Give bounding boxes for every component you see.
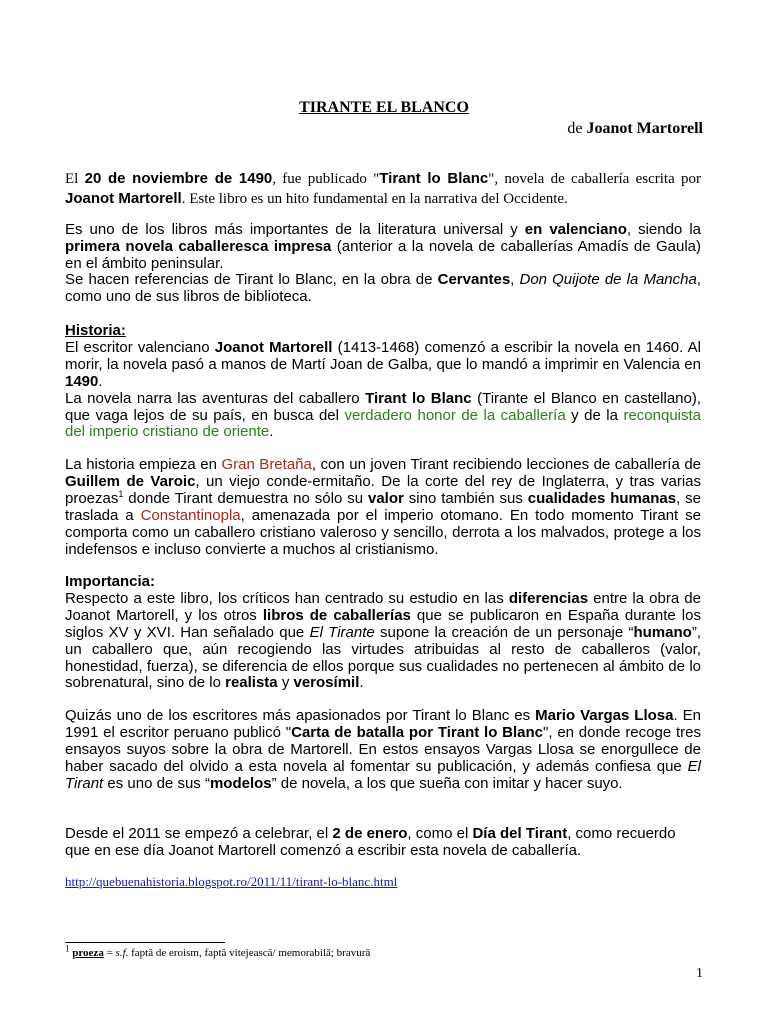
text: es uno de sus “ [103, 774, 210, 792]
bold-text: libros de caballerías [262, 606, 411, 624]
importancia-section [65, 574, 701, 692]
bold-text: Día del Tirant [472, 825, 568, 842]
text: , como recuerdo que en ese día Joanot Martorell comenzó a escribir esta novela de caballería. [65, 825, 676, 859]
text: . [98, 372, 103, 390]
text: La novela narra las aventuras del caballero [65, 389, 366, 407]
footnote-term: proeza [72, 947, 104, 959]
text: que se publicaron en España durante los siglos XV y XVI. Han señalado que [65, 606, 701, 641]
bold-text: valor [367, 489, 404, 507]
text: , como uno de sus libros de biblioteca. [65, 271, 701, 305]
bold-text: 20 de noviembre de 1490 [84, 170, 273, 187]
text: = [103, 947, 116, 959]
text: , amenazada por el imperio otomano. En todo momento Tirant se comporta como un caballero cristiano valeroso y sencillo, derrota a los malvados, protege a los indefensos e incluso convierte a muchos al cristianismo. [65, 506, 701, 558]
bold-text: cualidades humanas [527, 489, 677, 507]
text: . [359, 674, 364, 692]
text: (1413-1468) comenzó a escribir la novela en 1460. Al morir, la novela pasó a manos de Martí Joan de Galba, que lo mandó a imprimir en Valencia en [65, 338, 701, 373]
bold-text: Cervantes [437, 271, 511, 288]
highlight-text: Gran Bretaña [221, 456, 312, 473]
bold-text: Mario Vargas Llosa [535, 707, 674, 724]
italic-text: s.f. [115, 947, 129, 959]
text: faptă de eroism, faptă vitejească/ memorabilă; bravură [128, 947, 371, 959]
text: supone la creación de un personaje “ [374, 623, 634, 641]
footnote [65, 943, 371, 959]
text: , siendo la [626, 221, 701, 238]
paragraph-cervantes [65, 272, 701, 306]
paragraph-importance-intro [65, 222, 701, 273]
importancia-heading: Importancia: [65, 573, 156, 590]
highlight-text: verdadero honor de la caballería [344, 406, 566, 424]
footnote-divider [65, 942, 225, 943]
text: , [510, 271, 520, 288]
text: , fue publicado " [272, 171, 380, 187]
bold-text: Tirant lo Blanc [379, 170, 489, 187]
text: sino también sus [403, 489, 528, 507]
text: , con un joven Tirant recibiendo lecciones de caballería de [311, 456, 701, 473]
text: El escritor valenciano [65, 338, 215, 356]
document-title: TIRANTE EL BLANCO [299, 99, 469, 116]
bold-text: Guillem de Varoic [65, 472, 196, 490]
text: . En 1991 el escritor peruano publicó " [65, 707, 701, 741]
story-paragraph [65, 457, 701, 558]
bold-text: Carta de batalla por Tirant lo Blanc [291, 723, 544, 741]
text: . Este libro es un hito fundamental en la narrativa del Occidente. [181, 191, 568, 207]
source-link[interactable]: http://quebuenahistoria.blogspot.ro/2011/11/tirant-lo-blanc.html [65, 874, 398, 889]
footnote-number: 1 [65, 943, 70, 954]
author-name: Joanot Martorell [586, 120, 703, 137]
bold-text: verosímil [293, 674, 360, 692]
bold-text: 2 de enero [332, 825, 408, 842]
historia-paragraph [65, 340, 701, 391]
text: donde Tirant demuestra no sólo su [123, 489, 368, 507]
bold-text: realista [225, 674, 278, 692]
text: entre la obra de Joanot Martorell, y los otros [65, 589, 701, 624]
highlight-text: reconquista del imperio cristiano de oriente [65, 406, 702, 441]
novel-summary-paragraph [65, 391, 701, 442]
bold-text: en valenciano [524, 221, 627, 238]
bold-text: Joanot Martorell [214, 338, 333, 356]
text: , un viejo conde-ermitaño. De la corte del rey de Inglaterra, y tras varias proezas [65, 472, 701, 507]
text: Desde el 2011 se empezó a celebrar, el [65, 825, 333, 842]
text: Respecto a este libro, los críticos han centrado su estudio en las [65, 589, 509, 607]
bold-text: diferencias [508, 589, 589, 607]
text: (anterior a la novela de caballerías Amadís de Gaula) en el ámbito peninsular. [65, 237, 701, 272]
text: ", novela de caballería escrita por [488, 171, 701, 187]
text: , como el [407, 825, 473, 842]
text: Se hacen referencias de Tirant lo Blanc, en la obra de [65, 271, 438, 288]
italic-text: Don Quijote de la Mancha [519, 271, 697, 288]
importancia-paragraph [65, 591, 701, 692]
text: ", en donde recoge tres ensayos suyos sobre la obra de Martorell. En estos ensayos Vargas Llosa se enorgullece de haber sacado del olvido a esta novela al fomentar su publicación, y además confiesa que [65, 723, 701, 775]
bold-text: primera novela caballeresca impresa [65, 237, 332, 255]
text: y [277, 674, 294, 692]
vargas-llosa-paragraph [65, 708, 701, 793]
footnote-ref[interactable]: 1 [118, 488, 124, 499]
text: ”, un caballero que, aún recogiendo las virtudes atribuidas al resto de caballeros (valor, honestidad, fuerza), se diferencia de ellos porque sus cualidades no pertenecen al ámbito de lo sobrenatural, sino de lo [65, 623, 701, 692]
historia-heading: Historia: [65, 322, 126, 339]
historia-section [65, 323, 701, 441]
text: , se traslada a [65, 489, 701, 524]
text: La historia empieza en [65, 456, 222, 473]
text: El [65, 171, 85, 187]
bold-text: humano [633, 623, 692, 641]
text: . [269, 423, 274, 441]
italic-text: El Tirant [65, 757, 701, 792]
bold-text: modelos [209, 774, 272, 792]
text: ” de novela, a los que sueña con imitar y hacer suyo. [271, 774, 623, 792]
intro-paragraph [65, 169, 701, 209]
text: Es uno de los libros más importantes de la literatura universal y [65, 221, 525, 238]
text: (Tirante el Blanco en castellano), que vaga lejos de su país, en busca del [65, 389, 702, 424]
text: y de la [565, 406, 624, 424]
bold-text: Joanot Martorell [65, 190, 182, 207]
bold-text: 1490 [65, 372, 99, 390]
bold-text: Tirant lo Blanc [365, 389, 472, 407]
page-number: 1 [696, 966, 703, 981]
text: Quizás uno de los escritores más apasionados por Tirant lo Blanc es [65, 707, 536, 724]
dia-del-tirant-paragraph [65, 826, 701, 860]
highlight-text: Constantinopla [140, 506, 241, 524]
author-prefix: de [567, 120, 583, 137]
italic-text: El Tirante [309, 623, 375, 641]
author-line [567, 120, 703, 138]
